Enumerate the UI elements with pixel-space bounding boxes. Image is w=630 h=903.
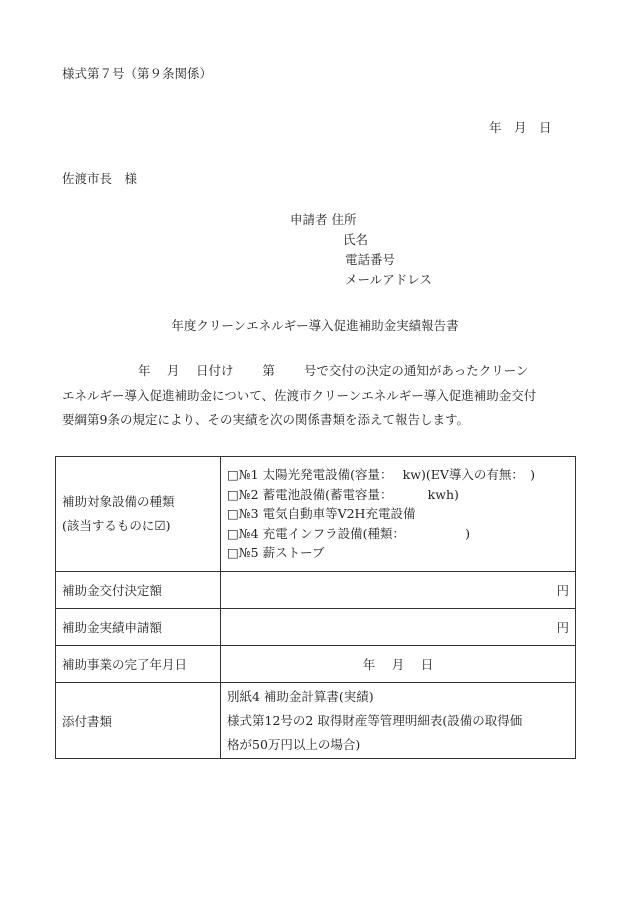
- equipment-option-1[interactable]: □№1 太陽光発電設備(容量： kw)(EV導入の有無： ): [227, 467, 535, 483]
- attachment-item-3: 格が50万円以上の場合): [227, 736, 361, 752]
- attachment-item-1: 別紙4 補助金計算書(実績): [227, 688, 374, 704]
- equipment-label: 補助対象設備の種類: [62, 494, 175, 509]
- body-line-3: 要綱第9条の規定により、その実績を次の関係書類を添えて報告します。: [62, 412, 469, 427]
- table-row: [56, 646, 576, 683]
- completion-date-field[interactable]: 年 月 日: [221, 646, 576, 683]
- attachment-item-2: 様式第12号の2 取得財産等管理明細表(設備の取得価: [227, 712, 523, 728]
- body-line-2: エネルギー導入促進補助金について、佐渡市クリーンエネルギー導入促進補助金交付: [62, 387, 537, 403]
- report-table: [55, 456, 576, 759]
- table-row: [56, 609, 576, 646]
- addressee: 佐渡市長 様: [62, 171, 138, 186]
- document-title: 年度クリーンエネルギー導入促進補助金実績報告書: [171, 318, 459, 333]
- request-amount-label: 補助金実績申請額: [56, 609, 221, 646]
- equipment-option-2[interactable]: □№2 蓄電池設備(蓄電容量： kwh): [227, 486, 459, 502]
- table-row: [56, 457, 576, 572]
- applicant-phone-label: 電話番号: [345, 252, 396, 267]
- applicant-email-label: メールアドレス: [345, 272, 432, 287]
- form-number: 様式第７号（第９条関係）: [62, 66, 213, 81]
- table-row: [56, 572, 576, 609]
- decision-amount-label: 補助金交付決定額: [56, 572, 221, 609]
- decision-amount-field[interactable]: 円: [221, 572, 576, 609]
- table-row: [56, 683, 576, 759]
- request-amount-field[interactable]: 円: [221, 609, 576, 646]
- equipment-option-4[interactable]: □№4 充電インフラ設備(種類： ): [227, 525, 471, 541]
- equipment-hint: (該当するものに☑): [62, 518, 171, 533]
- body-text: [62, 359, 572, 433]
- equipment-options-cell: [221, 457, 576, 572]
- body-line-1: 年 月 日付け 第 号で交付の決定の通知があったクリーン: [138, 363, 529, 378]
- date-line: 年 月 日: [489, 120, 552, 135]
- completion-date-label: 補助事業の完了年月日: [56, 646, 221, 683]
- applicant-block: [290, 210, 432, 290]
- equipment-option-5[interactable]: □№5 薪ストーブ: [227, 545, 325, 561]
- equipment-label-cell: [56, 457, 221, 572]
- attachments-cell: [221, 683, 576, 759]
- applicant-address-label: 申請者 住所: [290, 212, 357, 227]
- attachments-label: 添付書類: [56, 683, 221, 759]
- equipment-option-3[interactable]: □№3 電気自動車等V2H充電設備: [227, 506, 416, 522]
- applicant-name-label: 氏名: [343, 232, 369, 247]
